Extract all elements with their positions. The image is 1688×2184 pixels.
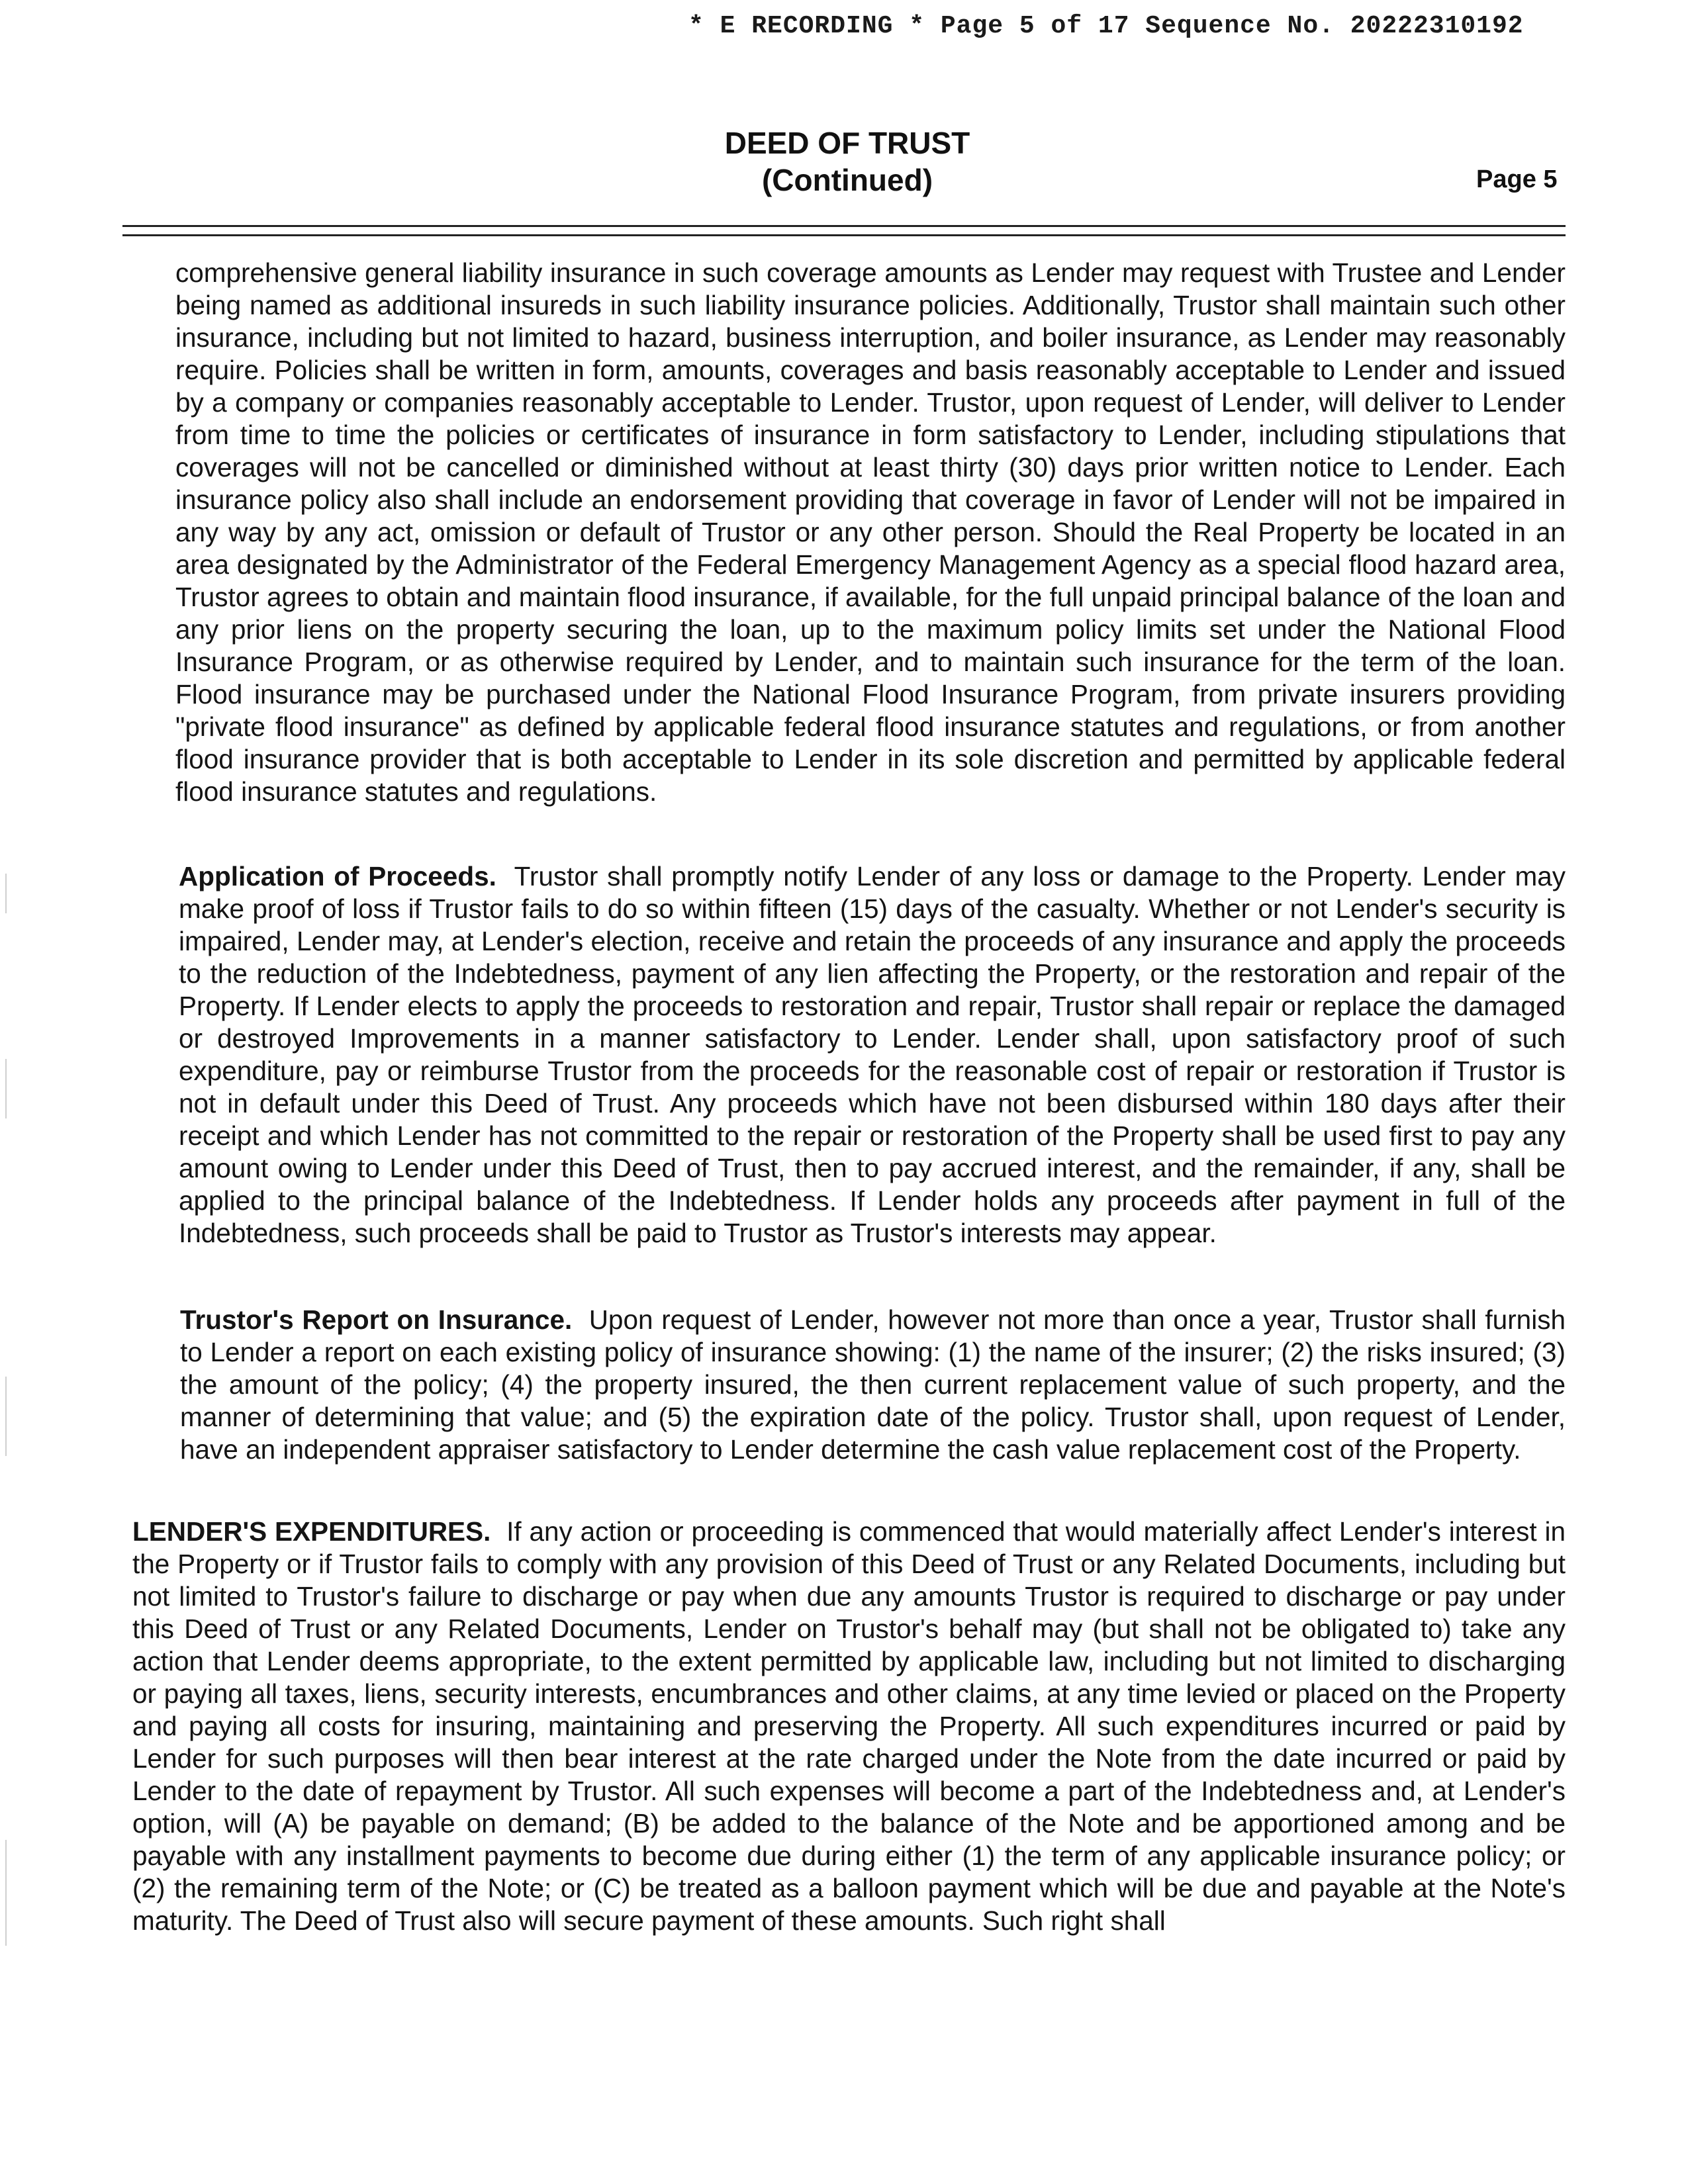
header-rule-bottom: [122, 234, 1566, 236]
application-of-proceeds-paragraph: [179, 860, 1566, 1250]
document-title-block: [596, 124, 1099, 199]
paragraph-text: Trustor shall promptly notify Lender of any loss or damage to the Property. Lender may make proof of loss if Trustor fails to do so within fifteen (15) days of the casualty. Whether or not Lender's security is impaired, Lender may, at Lender's election, receive and retain the proceeds of any insurance and apply the proceeds to the reduction of the Indebtedness, payment of any lien affecting the Property, or the restoration and repair of the Property. If Lender elects to apply the proceeds to restoration and repair, Trustor shall repair or replace the damaged or destroyed Improvements in a manner satisfactory to Lender. Lender shall, upon satisfactory proof of such expenditure, pay or reimburse Trustor from the proceeds for the reasonable cost of repair or restoration if Trustor is not in default under this Deed of Trust. Any proceeds which have not been disbursed within 180 days after their receipt and which Lender has not committed to the repair or restoration of the Property shall be used first to pay any amount owing to Lender under this Deed of Trust, then to pay accrued interest, and the remainder, if any, shall be applied to the principal balance of the Indebtedness. If Lender holds any proceeds after payment in full of the Indebtedness, such proceeds shall be paid to Trustor as Trustor's interests may appear.: [179, 861, 1566, 1248]
section-heading: Application of Proceeds.: [179, 861, 496, 891]
scan-margin-mark: [5, 1377, 7, 1456]
scan-margin-mark: [5, 1059, 7, 1118]
scan-margin-mark: [5, 1840, 7, 1946]
header-rule-top: [122, 225, 1566, 227]
recording-header: * E RECORDING * Page 5 of 17 Sequence No. 20222310192: [688, 12, 1524, 40]
paragraph-text: If any action or proceeding is commenced that would materially affect Lender's interest in the Property or if Trustor fails to comply with any provision of this Deed of Trust or any Related Documents, including but not limited to Trustor's failure to discharge or pay when due any amounts Trustor is required to discharge or pay under this Deed of Trust or any Related Documents, Lender on Trustor's behalf may (but shall not be obligated to) take any action that Lender deems appropriate, to the extent permitted by applicable law, including but not limited to discharging or paying all taxes, liens, security interests, encumbrances and other claims, at any time levied or placed on the Property and paying all costs for insuring, maintaining and preserving the Property. All such expenditures incurred or paid by Lender for such purposes will then bear interest at the rate charged under the Note from the date incurred or paid by Lender to the date of repayment by Trustor. All such expenses will become a part of the Indebtedness and, at Lender's option, will (A) be payable on demand; (B) be added to the balance of the Note and be apportioned among and be payable with any installment payments to become due during either (1) the term of any applicable insurance policy; or (2) the remaining term of the Note; or (C) be treated as a balloon payment which will be due and payable at the Note's maturity. The Deed of Trust also will secure payment of these amounts. Such right shall: [132, 1516, 1566, 1936]
paragraph-text: comprehensive general liability insurance in such coverage amounts as Lender may request with Trustee and Lender being named as additional insureds in such liability insurance policies. Additionally, Trustor shall maintain such other insurance, including but not limited to hazard, business interruption, and boiler insurance, as Lender may reasonably require. Policies shall be written in form, amounts, coverages and basis reasonably acceptable to Lender and issued by a company or companies reasonably acceptable to Lender. Trustor, upon request of Lender, will deliver to Lender from time to time the policies or certificates of insurance in form satisfactory to Lender, including stipulations that coverages will not be cancelled or diminished without at least thirty (30) days prior written notice to Lender. Each insurance policy also shall include an endorsement providing that coverage in favor of Lender will not be impaired in any way by any act, omission or default of Trustor or any other person. Should the Real Property be located in an area designated by the Administrator of the Federal Emergency Management Agency as a special flood hazard area, Trustor agrees to obtain and maintain flood insurance, if available, for the full unpaid principal balance of the loan and any prior liens on the property securing the loan, up to the maximum policy limits set under the National Flood Insurance Program, or as otherwise required by Lender, and to maintain such insurance for the term of the loan. Flood insurance may be purchased under the National Flood Insurance Program, from private insurers providing "private flood insurance" as defined by applicable federal flood insurance statutes and regulations, or from another flood insurance provider that is both acceptable to Lender in its sole discretion and permitted by applicable federal flood insurance statutes and regulations.: [175, 257, 1566, 807]
document-title: DEED OF TRUST: [724, 126, 970, 160]
lenders-expenditures-paragraph: [132, 1516, 1566, 1937]
trustor-report-paragraph: [180, 1304, 1566, 1466]
page-number: Page 5: [1476, 165, 1558, 193]
section-heading: Trustor's Report on Insurance.: [180, 1304, 573, 1335]
scan-margin-mark: [5, 874, 7, 913]
insurance-requirements-paragraph: [175, 257, 1566, 808]
paragraph-text: Upon request of Lender, however not more than once a year, Trustor shall furnish to Lender a report on each existing policy of insurance showing: (1) the name of the insurer; (2) the risks insured; (3) the amount of the policy; (4) the property insured, the then current replacement value of such property, and the manner of determining that value; and (5) the expiration date of the policy. Trustor shall, upon request of Lender, have an independent appraiser satisfactory to Lender determine the cash value replacement cost of the Property.: [180, 1304, 1566, 1465]
section-heading: LENDER'S EXPENDITURES.: [132, 1516, 491, 1547]
document-subtitle: (Continued): [761, 163, 933, 197]
